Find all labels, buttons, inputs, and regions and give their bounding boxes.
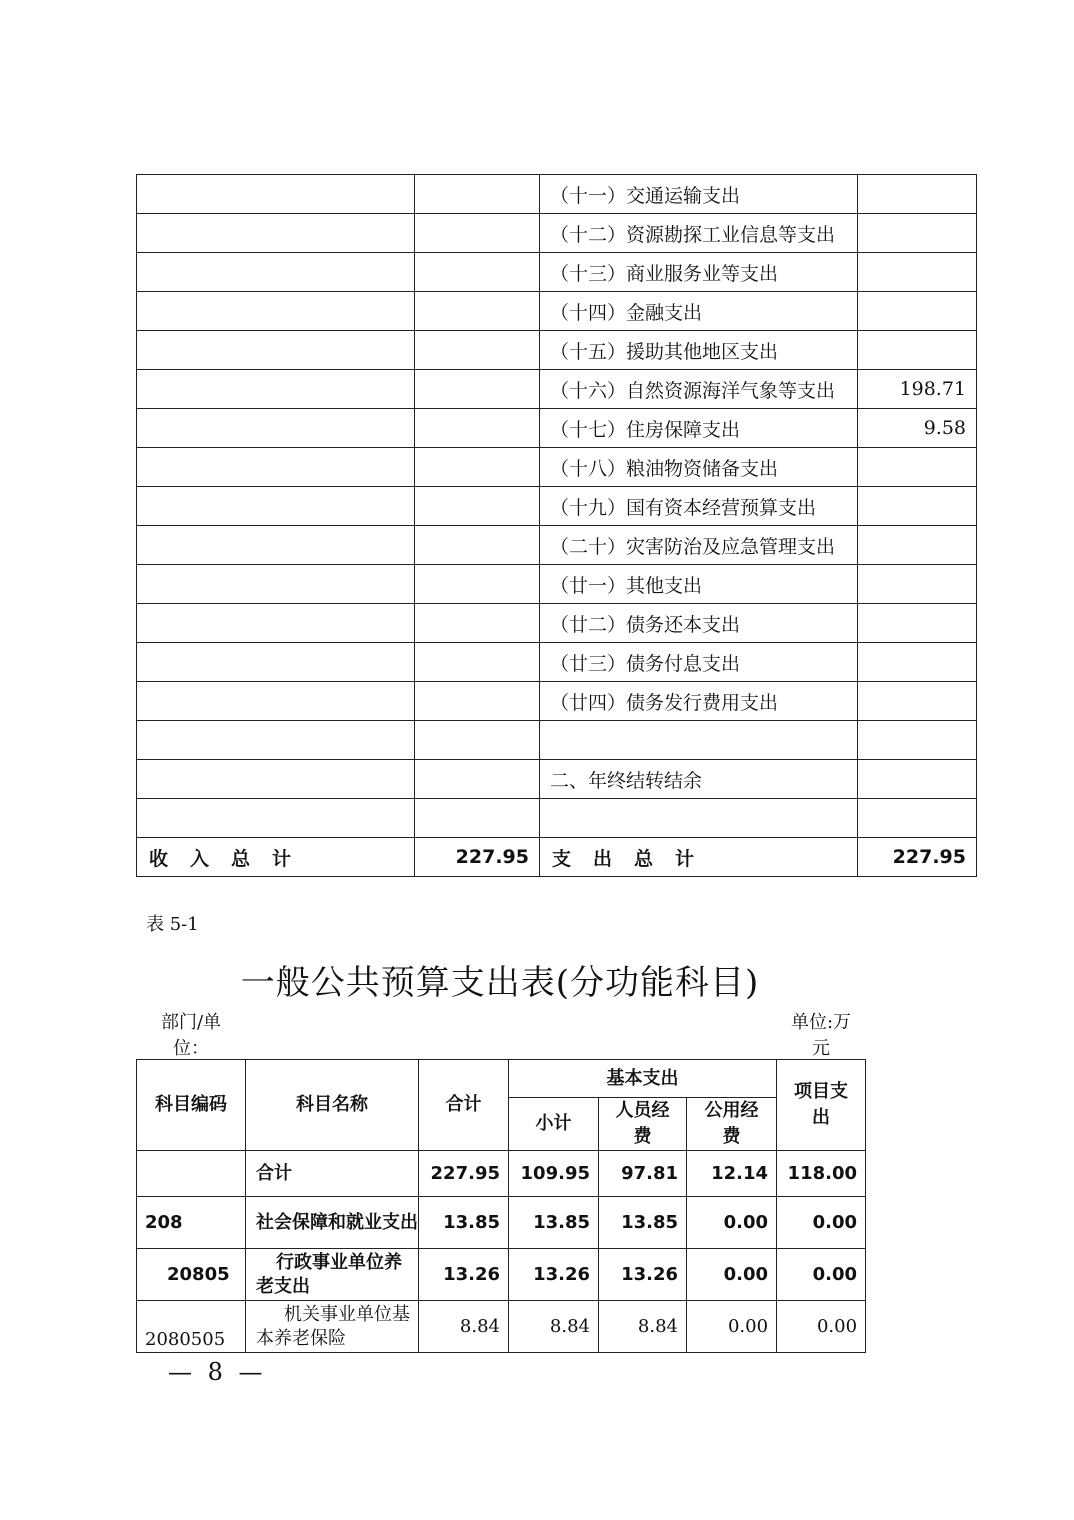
expense-amount: [858, 214, 977, 253]
header-personnel: 人员经费: [599, 1098, 687, 1151]
expense-amount: [858, 799, 977, 838]
account-name: 机关事业单位基本养老保险: [246, 1301, 419, 1353]
table-row: [137, 292, 977, 331]
expense-item: （十七）住房保障支出: [540, 409, 858, 448]
amount-subtotal: 13.26: [509, 1249, 599, 1301]
income-amount: [415, 292, 540, 331]
income-item: [137, 253, 415, 292]
table-row: [137, 604, 977, 643]
expense-item: （十二）资源勘探工业信息等支出: [540, 214, 858, 253]
expense-item: （十五）援助其他地区支出: [540, 331, 858, 370]
income-amount: [415, 799, 540, 838]
amount-project: 0.00: [777, 1249, 866, 1301]
expense-amount: [858, 721, 977, 760]
amount-total: 13.26: [419, 1249, 509, 1301]
table-row: [137, 1197, 866, 1249]
header-public: 公用经费: [687, 1098, 777, 1151]
income-expense-table: [136, 174, 977, 877]
table-row: [137, 565, 977, 604]
table-row: [137, 175, 977, 214]
income-amount: [415, 448, 540, 487]
income-amount: [415, 487, 540, 526]
expense-amount: [858, 760, 977, 799]
income-item: [137, 643, 415, 682]
account-code: 2080505: [137, 1301, 246, 1353]
income-item: [137, 682, 415, 721]
expense-amount: [858, 565, 977, 604]
amount-public: 0.00: [687, 1301, 777, 1353]
table-row: [137, 487, 977, 526]
expense-item: （廿三）债务付息支出: [540, 643, 858, 682]
income-item: [137, 331, 415, 370]
income-amount: [415, 409, 540, 448]
table-row: [137, 799, 977, 838]
amount-total: 13.85: [419, 1197, 509, 1249]
income-amount: [415, 214, 540, 253]
expense-amount: 9.58: [858, 409, 977, 448]
amount-personnel: 13.85: [599, 1197, 687, 1249]
header-code: 科目编码: [137, 1060, 246, 1151]
page-title: 一般公共预算支出表(分功能科目): [240, 963, 760, 1003]
income-item: [137, 487, 415, 526]
table-label: 表 5-1: [146, 914, 199, 935]
income-item: [137, 175, 415, 214]
income-amount: [415, 331, 540, 370]
expense-total-label: 支出总计: [540, 838, 858, 877]
expense-item: （十一）交通运输支出: [540, 175, 858, 214]
account-name: 合计: [246, 1151, 419, 1197]
amount-project: 118.00: [777, 1151, 866, 1197]
income-amount: [415, 643, 540, 682]
table-row: [137, 370, 977, 409]
account-code: 208: [137, 1197, 246, 1249]
income-item: [137, 760, 415, 799]
amount-public: 0.00: [687, 1197, 777, 1249]
expense-item: （廿四）债务发行费用支出: [540, 682, 858, 721]
amount-total: 8.84: [419, 1301, 509, 1353]
table-row: [137, 1151, 866, 1197]
income-amount: [415, 526, 540, 565]
amount-subtotal: 13.85: [509, 1197, 599, 1249]
income-item: [137, 799, 415, 838]
account-code: 20805: [137, 1249, 246, 1301]
income-amount: [415, 721, 540, 760]
expense-amount: [858, 682, 977, 721]
expense-amount: [858, 643, 977, 682]
amount-subtotal: 8.84: [509, 1301, 599, 1353]
expense-amount: 198.71: [858, 370, 977, 409]
income-amount: [415, 565, 540, 604]
dept-label: 部门/单位：: [160, 1012, 222, 1059]
expense-amount: [858, 292, 977, 331]
page-number: — 8 —: [168, 1358, 267, 1386]
income-amount: [415, 604, 540, 643]
expense-item: （二十）灾害防治及应急管理支出: [540, 526, 858, 565]
header-total: 合计: [419, 1060, 509, 1151]
expense-amount: [858, 331, 977, 370]
income-item: [137, 409, 415, 448]
expense-item: （十四）金融支出: [540, 292, 858, 331]
unit-label: 单位:万元: [790, 1012, 852, 1059]
income-item: [137, 214, 415, 253]
expense-item: （十九）国有资本经营预算支出: [540, 487, 858, 526]
expense-item: 二、年终结转结余: [540, 760, 858, 799]
table-row: [137, 643, 977, 682]
table-row: [137, 682, 977, 721]
income-total-label: 收入总计: [137, 838, 415, 877]
income-amount: [415, 175, 540, 214]
account-name: 社会保障和就业支出: [246, 1197, 419, 1249]
income-item: [137, 370, 415, 409]
income-total-value: 227.95: [415, 838, 540, 877]
expense-amount: [858, 604, 977, 643]
table-row: [137, 526, 977, 565]
table-row: [137, 409, 977, 448]
expense-item: （廿二）债务还本支出: [540, 604, 858, 643]
expense-amount: [858, 253, 977, 292]
table-row: [137, 1249, 866, 1301]
expense-item: （十八）粮油物资储备支出: [540, 448, 858, 487]
amount-public: 0.00: [687, 1249, 777, 1301]
table-row: [137, 448, 977, 487]
income-item: [137, 604, 415, 643]
header-name: 科目名称: [246, 1060, 419, 1151]
income-amount: [415, 682, 540, 721]
expense-item: （十六）自然资源海洋气象等支出: [540, 370, 858, 409]
expense-item: [540, 721, 858, 760]
expense-item: [540, 799, 858, 838]
expense-amount: [858, 526, 977, 565]
total-row: [137, 838, 977, 877]
expense-total-value: 227.95: [858, 838, 977, 877]
amount-total: 227.95: [419, 1151, 509, 1197]
income-amount: [415, 760, 540, 799]
amount-personnel: 13.26: [599, 1249, 687, 1301]
amount-personnel: 97.81: [599, 1151, 687, 1197]
expense-by-function-table: [136, 1059, 866, 1353]
expense-amount: [858, 487, 977, 526]
table-row: [137, 214, 977, 253]
table-row: [137, 331, 977, 370]
amount-personnel: 8.84: [599, 1301, 687, 1353]
table-row: [137, 721, 977, 760]
income-item: [137, 721, 415, 760]
table-row: [137, 253, 977, 292]
income-item: [137, 565, 415, 604]
account-name: 行政事业单位养老支出: [246, 1249, 419, 1301]
header-basic: 基本支出: [509, 1060, 777, 1098]
header-subtotal: 小计: [509, 1098, 599, 1151]
expense-item: （廿一）其他支出: [540, 565, 858, 604]
income-amount: [415, 253, 540, 292]
income-item: [137, 292, 415, 331]
income-item: [137, 448, 415, 487]
amount-subtotal: 109.95: [509, 1151, 599, 1197]
expense-amount: [858, 175, 977, 214]
expense-item: （十三）商业服务业等支出: [540, 253, 858, 292]
amount-project: 0.00: [777, 1197, 866, 1249]
table-row: [137, 760, 977, 799]
income-amount: [415, 370, 540, 409]
expense-amount: [858, 448, 977, 487]
income-item: [137, 526, 415, 565]
account-code: [137, 1151, 246, 1197]
amount-public: 12.14: [687, 1151, 777, 1197]
table-row: [137, 1301, 866, 1353]
amount-project: 0.00: [777, 1301, 866, 1353]
header-project: 项目支出: [777, 1060, 866, 1151]
